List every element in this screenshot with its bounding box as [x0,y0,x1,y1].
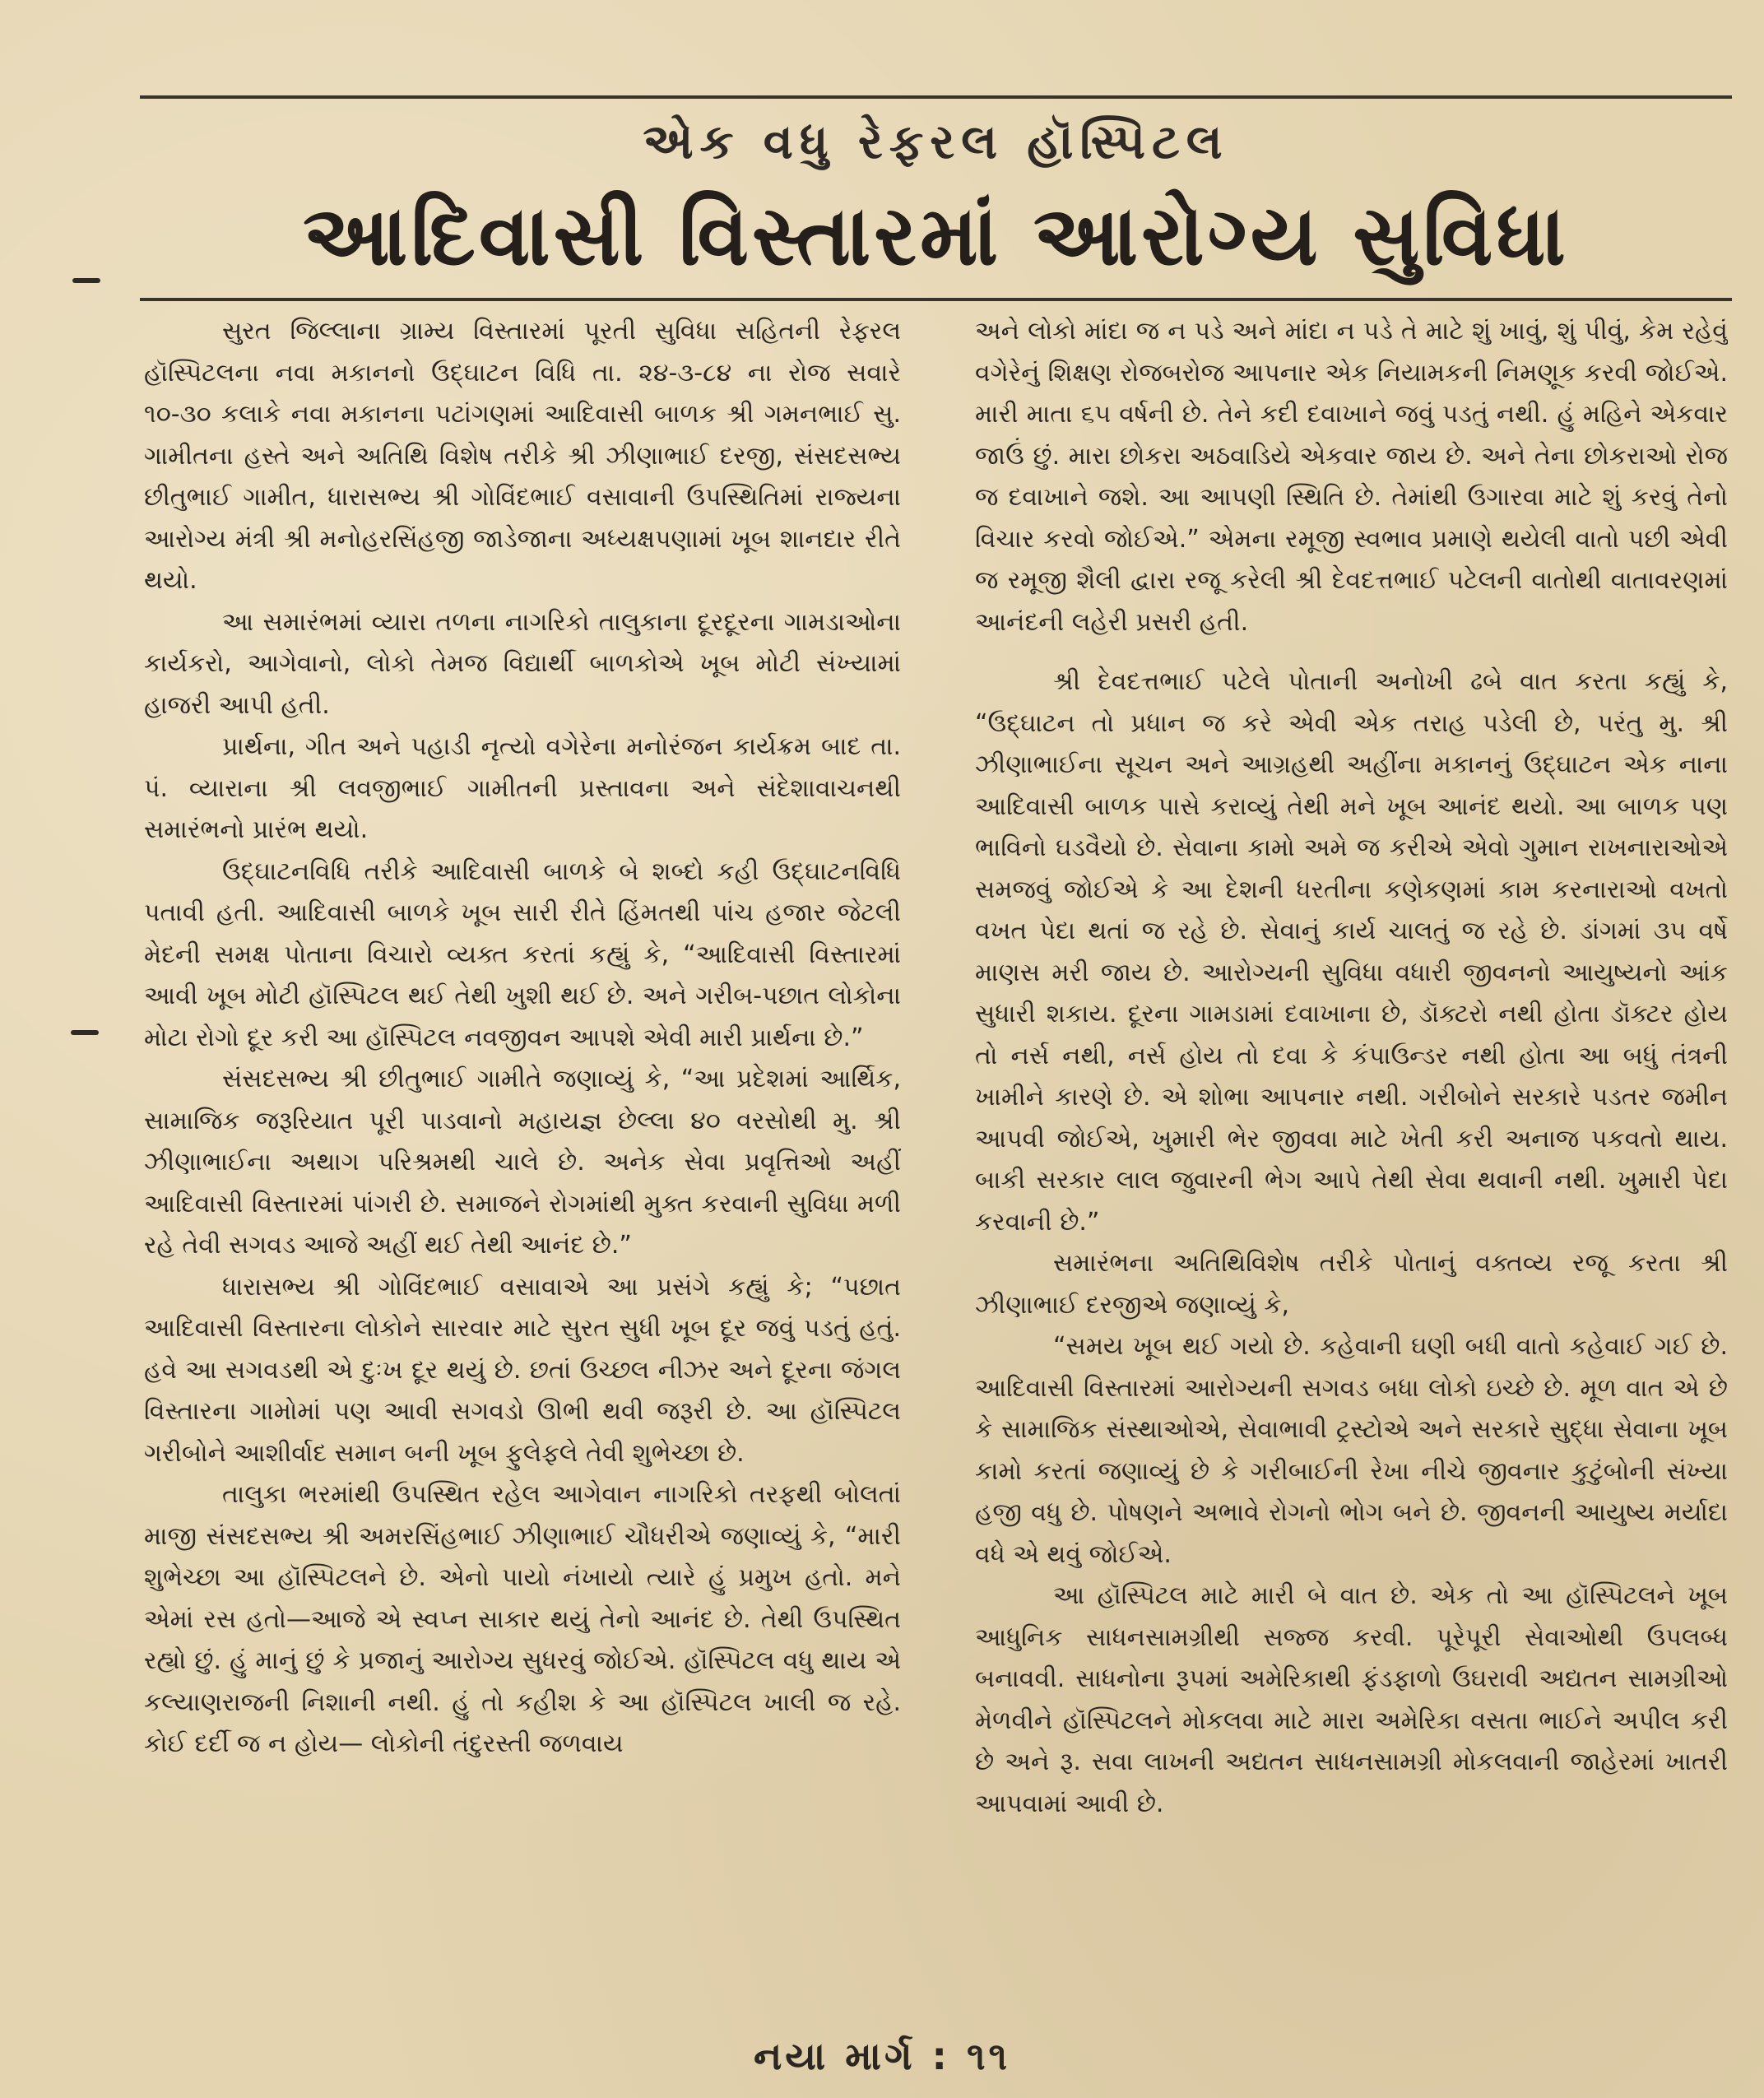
paragraph-continued: અને લોકો માંદા જ ન પડે અને માંદા ન પડે તે માટે શું ખાવું, શું પીવું, કેમ રહેવું વગેરેનું શિક્ષણ રોજબરોજ આપનાર એક નિયામકની નિમણૂક કરવી જોઈએ. મારી માતા ૬૫ વર્ષની છે. તેને કદી દવાખાને જવું પડતું નથી. હું મહિને એકવાર જાઉં છું. મારા છોકરા અઠવાડિયે એકવાર જાય છે. અને તેના છોકરાઓ રોજ જ દવાખાને જશે. આ આપણી સ્થિતિ છે. તેમાંથી ઉગારવા માટે શું કરવું તેનો વિચાર કરવો જોઈએ.” એમના રમૂજી સ્વભાવ પ્રમાણે થયેલી વાતો પછી એવી જ રમૂજી શૈલી દ્વારા રજૂ કરેલી શ્રી દેવદત્તભાઈ પટેલની વાતોથી વાતાવરણમાં આનંદની લહેરી પ્રસરી હતી. [975,317,1728,637]
paragraph: આ હૉસ્પિટલ માટે મારી બે વાત છે. એક તો આ હૉસ્પિટલને ખૂબ આધુનિક સાધનસામગ્રીથી સજ્જ કરવી. પૂરેપૂરી સેવાઓથી ઉપલબ્ધ બનાવવી. સાધનોના રૂપમાં અમેરિકાથી ફંડફાળો ઉઘરાવી અદ્યતન સામગ્રીઓ મેળવીને હૉસ્પિટલને મોકલવા માટે મારા અમેરિકા વસતા ભાઈને અપીલ કરી છે અને રૂ. સવા લાખની અદ્યતન સાધનસામગ્રી મોકલવાની જાહેરમાં ખાતરી આપવામાં આવી છે. [975,1581,1728,1818]
binding-tick-mark [72,278,100,283]
paragraph: ઉદ્ઘાટનવિધિ તરીકે આદિવાસી બાળકે બે શબ્દો કહી ઉદ્ઘાટનવિધિ પતાવી હતી. આદિવાસી બાળકે ખૂબ સારી રીતે હિંમતથી પાંચ હજાર જેટલી મેદની સમક્ષ પોતાના વિચારો વ્યક્ત કરતાં કહ્યું કે, “આદિવાસી વિસ્તારમાં આવી ખૂબ મોટી હૉસ્પિટલ થઈ તેથી ખુશી થઈ છે. અને ગરીબ-પછાત લોકોના મોટા રોગો દૂર કરી આ હૉસ્પિટલ નવજીવન આપશે એવી મારી પ્રાર્થના છે.” [144,856,901,1052]
header-top-rule [140,95,1732,99]
article-headline: આદિવાસી વિસ્તારમાં આરોગ્ય સુવિધા [303,188,1569,284]
quote-paragraph: “સમય ખૂબ થઈ ગયો છે. કહેવાની ઘણી બધી વાતો કહેવાઈ ગઈ છે. આદિવાસી વિસ્તારમાં આરોગ્યની સગવડ બધા લોકો ઇચ્છે છે. મૂળ વાત એ છે કે સામાજિક સંસ્થાઓએ, સેવાભાવી ટ્રસ્ટોએ અને સરકારે સુદ્ધા સેવાના ખૂબ કામો કરતાં જણાવ્યું છે કે ગરીબાઈની રેખા નીચે જીવનાર કુટુંબોની સંખ્યા હજી વધુ છે. પોષણને અભાવે રોગનો ભોગ બને છે. જીવનની આયુષ્ય મર્યાદા વધે એ થવું જોઈએ. [975,1332,1728,1569]
paragraph: સમારંભના અતિથિવિશેષ તરીકે પોતાનું વક્તવ્ય રજૂ કરતા શ્રી ઝીણાભાઈ દરજીએ જણાવ્યું કે, [975,1249,1728,1320]
paragraph: ધારાસભ્ય શ્રી ગોવિંદભાઈ વસાવાએ આ પ્રસંગે કહ્યું કે; “પછાત આદિવાસી વિસ્તારના લોકોને સારવાર માટે સુરત સુધી ખૂબ દૂર જવું પડતું હતું. હવે આ સગવડથી એ દુઃખ દૂર થયું છે. છતાં ઉચ્છલ નીઝર અને દૂરના જંગલ વિસ્તારના ગામોમાં પણ આવી સગવડો ઊભી થવી જરૂરી છે. આ હૉસ્પિટલ ગરીબોને આશીર્વાદ સમાન બની ખૂબ ફુલેફલે તેવી શુભેચ્છા છે. [144,1272,901,1468]
right-column [975,311,1728,1981]
paragraph: શ્રી દેવદત્તભાઈ પટેલે પોતાની અનોખી ઢબે વાત કરતા કહ્યું કે, “ઉદ્ઘાટન તો પ્રધાન જ કરે એવી એક તરાહ પડેલી છે, પરંતુ મુ. શ્રી ઝીણાભાઈના સૂચન અને આગ્રહથી અહીંના મકાનનું ઉદ્ઘાટન એક નાના આદિવાસી બાળક પાસે કરાવ્યું તેથી મને ખૂબ આનંદ થયો. આ બાળક પણ ભાવિનો ઘડવૈયો છે. સેવાના કામો અમે જ કરીએ એવો ગુમાન રાખનારાઓએ સમજવું જોઈએ કે આ દેશની ધરતીના કણેકણમાં કામ કરનારાઓ વખતો વખત પેદા થતાં જ રહે છે. સેવાનું કાર્ય ચાલતું જ રહે છે. ડાંગમાં ૩૫ વર્ષે માણસ મરી જાય છે. આરોગ્યની સુવિધા વધારી જીવનનો આયુષ્યનો આંક સુધારી શકાય. દૂરના ગામડામાં દવાખાના છે, ડૉક્ટરો નથી હોતા ડૉક્ટર હોય તો નર્સ નથી, નર્સ હોય તો દવા કે કંપાઉન્ડર નથી હોતા આ બધું તંત્રની ખામીને કારણે છે. એ શોભા આપનાર નથી. ગરીબોને સરકારે પડતર જમીન આપવી જોઈએ, ખુમારી ભેર જીવવા માટે ખેતી કરી અનાજ પકવતો થાય. બાકી સરકાર લાલ જુવારની ભેગ આપે તેથી સેવા થવાની નથી. ખુમારી પેદા કરવાની છે.” [975,667,1728,1237]
paragraph: સુરત જિલ્લાના ગ્રામ્ય વિસ્તારમાં પૂરતી સુવિધા સહિતની રેફરલ હૉસ્પિટલના નવા મકાનનો ઉદ્ઘાટન વિધિ તા. ૨૪-૩-૮૪ ના રોજ સવારે ૧૦-૩૦ કલાકે નવા મકાનના પટાંગણમાં આદિવાસી બાળક શ્રી ગમનભાઈ સુ. ગામીતના હસ્તે અને અતિથિ વિશેષ તરીકે શ્રી ઝીણાભાઈ દરજી, સંસદસભ્ય છીતુભાઈ ગામીત, ધારાસભ્ય શ્રી ગોવિંદભાઈ વસાવાની ઉપસ્થિતિમાં રાજ્યના આરોગ્ય મંત્રી શ્રી મનોહરસિંહજી જાડેજાના અધ્યક્ષપણામાં ખૂબ શાનદાર રીતે થયો. [144,317,901,595]
page-footer: નયા માર્ગ : ૧૧ [753,2034,1011,2078]
header-bottom-rule [140,298,1732,301]
paragraph: તાલુકા ભરમાંથી ઉપસ્થિત રહેલ આગેવાન નાગરિકો તરફથી બોલતાં માજી સંસદસભ્ય શ્રી અમરસિંહભાઈ ઝીણાભાઈ ચૌધરીએ જણાવ્યું કે, “મારી શુભેચ્છા આ હૉસ્પિટલને છે. એનો પાયો નંખાયો ત્યારે હું પ્રમુખ હતો. મને એમાં રસ હતો—આજે એ સ્વપ્ન સાકાર થયું તેનો આનંદ છે. તેથી ઉપસ્થિત રહ્યો છું. હું માનું છું કે પ્રજાનું આરોગ્ય સુધરવું જોઈએ. હૉસ્પિટલ વધુ થાય એ કલ્યાણરાજની નિશાની નથી. હું તો કહીશ કે આ હૉસ્પિટલ ખાલી જ રહે. કોઈ દર્દી જ ન હોય— લોકોની તંદુરસ્તી જળવાય [144,1480,901,1758]
paragraph: સંસદસભ્ય શ્રી છીતુભાઈ ગામીતે જણાવ્યું કે, “આ પ્રદેશમાં આર્થિક, સામાજિક જરૂરિયાત પૂરી પાડવાનો મહાયજ્ઞ છેલ્લા ૪૦ વરસોથી મુ. શ્રી ઝીણાભાઈના અથાગ પરિશ્રમથી ચાલે છે. અનેક સેવા પ્રવૃત્તિઓ અહીં આદિવાસી વિસ્તારમાં પાંગરી છે. સમાજને રોગમાંથી મુક્ત કરવાની સુવિધા મળી રહે તેવી સગવડ આજે અહીં થઈ તેથી આનંદ છે.” [144,1065,901,1260]
paragraph-gap [975,643,1728,661]
article-kicker: એક વધુ રેફરલ હૉસ્પિટલ [643,114,1229,169]
paragraph: પ્રાર્થના, ગીત અને પહાડી નૃત્યો વગેરેના મનોરંજન કાર્યક્રમ બાદ તા. પં. વ્યારાના શ્રી લવજીભાઈ ગામીતની પ્રસ્તાવના અને સંદેશાવાચનથી સમારંભનો પ્રારંભ થયો. [144,732,901,844]
paragraph: આ સમારંભમાં વ્યારા તળના નાગરિકો તાલુકાના દૂરદૂરના ગામડાઓના કાર્યકરો, આગેવાનો, લોકો તેમજ વિદ્યાર્થી બાળકોએ ખૂબ મોટી સંખ્યામાં હાજરી આપી હતી. [144,607,901,720]
left-column [144,311,901,1981]
binding-tick-mark [71,1030,99,1035]
